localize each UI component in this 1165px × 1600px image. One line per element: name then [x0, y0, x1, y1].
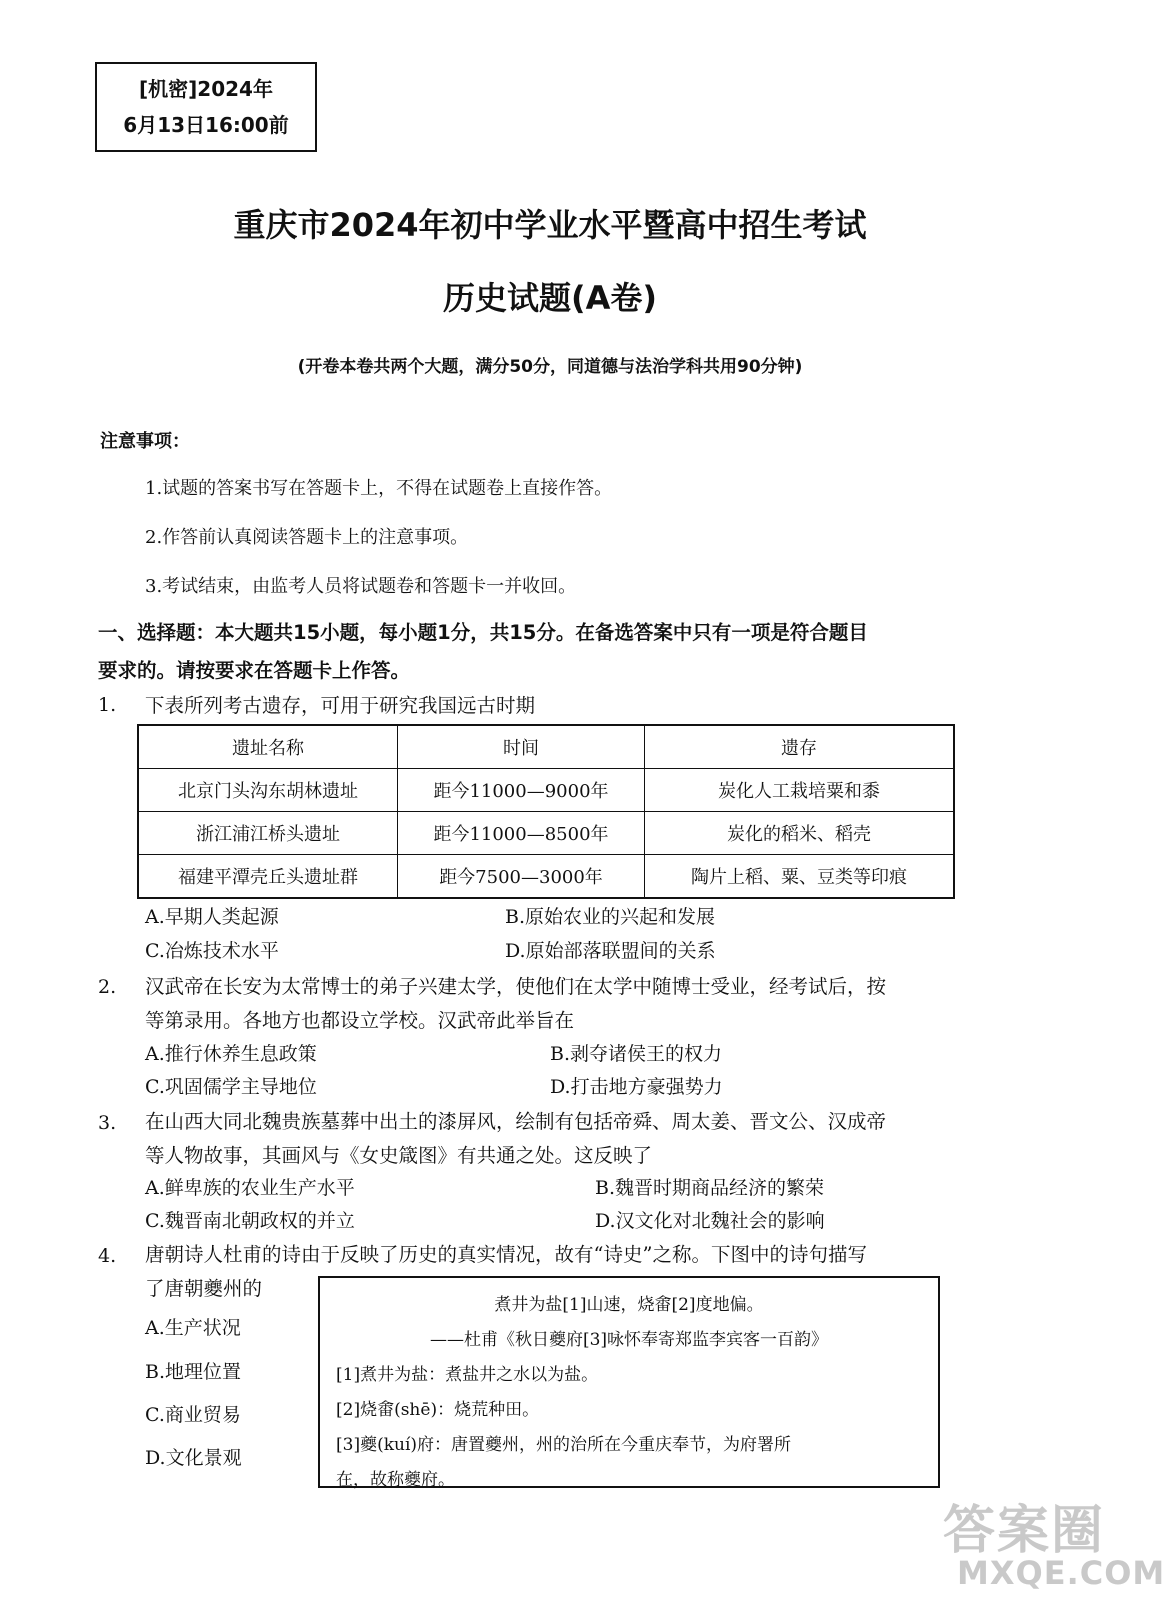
- table-header-cell: 时间: [398, 725, 645, 769]
- question-2-number: 2.: [98, 976, 117, 998]
- table-header-cell: 遗址名称: [138, 725, 398, 769]
- poem-note: [2]烧畬(shē)：烧荒种田。: [336, 1400, 540, 1420]
- table-cell: 陶片上稻、粟、豆类等印痕: [645, 855, 955, 899]
- table-row: [138, 855, 954, 899]
- table-row: [138, 812, 954, 855]
- question-1-number: 1.: [98, 694, 117, 716]
- table-cell: 距今11000—9000年: [398, 769, 645, 812]
- exam-title: 重庆市2024年初中学业水平暨高中招生考试: [233, 206, 867, 244]
- poem-box: [318, 1276, 940, 1488]
- question-3-option-a: A.鲜卑族的农业生产水平: [145, 1177, 355, 1199]
- watermark-text: 答案圈: [943, 1501, 1106, 1561]
- table-cell: 炭化人工栽培粟和黍: [645, 769, 955, 812]
- question-4-option-b: B.地理位置: [145, 1361, 242, 1383]
- table-header-row: [138, 725, 954, 769]
- table-cell: 炭化的稻米、稻壳: [645, 812, 955, 855]
- notice-heading: 注意事项：: [100, 431, 190, 452]
- poem-note: [3]夔(kuí)府：唐置夔州，州的治所在今重庆奉节，为府署所: [336, 1435, 792, 1455]
- question-3-line: 等人物故事，其画风与《女史箴图》有共通之处。这反映了: [145, 1144, 653, 1167]
- poem-note: 在，故称夔府。: [336, 1470, 455, 1490]
- question-4-option-c: C.商业贸易: [145, 1404, 241, 1426]
- section-heading-line1: 一、选择题：本大题共15小题，每小题1分，共15分。在备选答案中只有一项是符合题目: [98, 621, 868, 644]
- question-2-option-a: A.推行休养生息政策: [145, 1043, 317, 1065]
- question-2-line: 等第录用。各地方也都设立学校。汉武帝此举旨在: [145, 1009, 575, 1032]
- archaeology-table: [137, 724, 955, 899]
- confidential-box: [95, 62, 317, 152]
- watermark-logo: [935, 1488, 1165, 1598]
- table-header-cell: 遗存: [645, 725, 955, 769]
- table-cell: 福建平潭壳丘头遗址群: [138, 855, 398, 899]
- confidential-line2: 6月13日16:00前: [123, 113, 289, 137]
- question-3-option-c: C.魏晋南北朝政权的并立: [145, 1210, 355, 1232]
- confidential-line1: [机密]2024年: [139, 77, 273, 101]
- question-1-option-c: C.冶炼技术水平: [145, 940, 279, 962]
- question-3-line: 在山西大同北魏贵族墓葬中出土的漆屏风，绘制有包括帝舜、周太姜、晋文公、汉成帝: [145, 1110, 887, 1133]
- question-2-option-d: D.打击地方豪强势力: [550, 1076, 723, 1098]
- watermark-url: MXQE.COM: [957, 1554, 1165, 1592]
- notice-item: 3.考试结束，由监考人员将试题卷和答题卡一并收回。: [145, 576, 577, 597]
- question-3-stem: [145, 1105, 1005, 1173]
- table-cell: 距今7500—3000年: [398, 855, 645, 899]
- question-3-number: 3.: [98, 1112, 117, 1134]
- exam-subtitle: 历史试题(A卷): [442, 279, 658, 317]
- poem-verse: 煮井为盐[1]山速，烧畬[2]度地偏。: [494, 1295, 764, 1315]
- poem-source: ——杜甫《秋日夔府[3]咏怀奉寄郑监李宾客一百韵》: [429, 1330, 829, 1350]
- table-row: [138, 769, 954, 812]
- question-1-stem: [145, 689, 1005, 723]
- table-cell: 北京门头沟东胡林遗址: [138, 769, 398, 812]
- question-2-line: 汉武帝在长安为太常博士的弟子兴建太学，使他们在太学中随博士受业，经考试后，按: [145, 975, 887, 998]
- table-cell: 浙江浦江桥头遗址: [138, 812, 398, 855]
- table-cell: 距今11000—8500年: [398, 812, 645, 855]
- question-1-option-d: D.原始部落联盟间的关系: [505, 940, 716, 962]
- question-4-option-a: A.生产状况: [145, 1317, 241, 1339]
- question-4-number: 4.: [98, 1245, 117, 1267]
- question-2-option-b: B.剥夺诸侯王的权力: [550, 1043, 723, 1065]
- exam-info: (开卷本卷共两个大题，满分50分，同道德与法治学科共用90分钟): [297, 357, 803, 377]
- question-2-option-c: C.巩固儒学主导地位: [145, 1076, 317, 1098]
- question-4-line: 了唐朝夔州的: [145, 1277, 263, 1300]
- notice-item: 1.试题的答案书写在答题卡上，不得在试题卷上直接作答。: [145, 478, 613, 499]
- question-4-option-d: D.文化景观: [145, 1447, 242, 1469]
- notice-item: 2.作答前认真阅读答题卡上的注意事项。: [145, 527, 469, 548]
- question-3-option-d: D.汉文化对北魏社会的影响: [595, 1210, 825, 1232]
- question-1-option-b: B.原始农业的兴起和发展: [505, 906, 716, 928]
- poem-note: [1]煮井为盐：煮盐井之水以为盐。: [336, 1365, 599, 1385]
- section-heading-line2: 要求的。请按要求在答题卡上作答。: [98, 659, 411, 682]
- question-4-line: 唐朝诗人杜甫的诗由于反映了历史的真实情况，故有“诗史”之称。下图中的诗句描写: [145, 1243, 867, 1266]
- question-1-option-a: A.早期人类起源: [145, 906, 279, 928]
- section-heading: [98, 614, 1008, 690]
- question-2-stem: [145, 970, 1005, 1038]
- question-1-line: 下表所列考古遗存，可用于研究我国远古时期: [145, 694, 536, 717]
- question-3-option-b: B.魏晋时期商品经济的繁荣: [595, 1177, 825, 1199]
